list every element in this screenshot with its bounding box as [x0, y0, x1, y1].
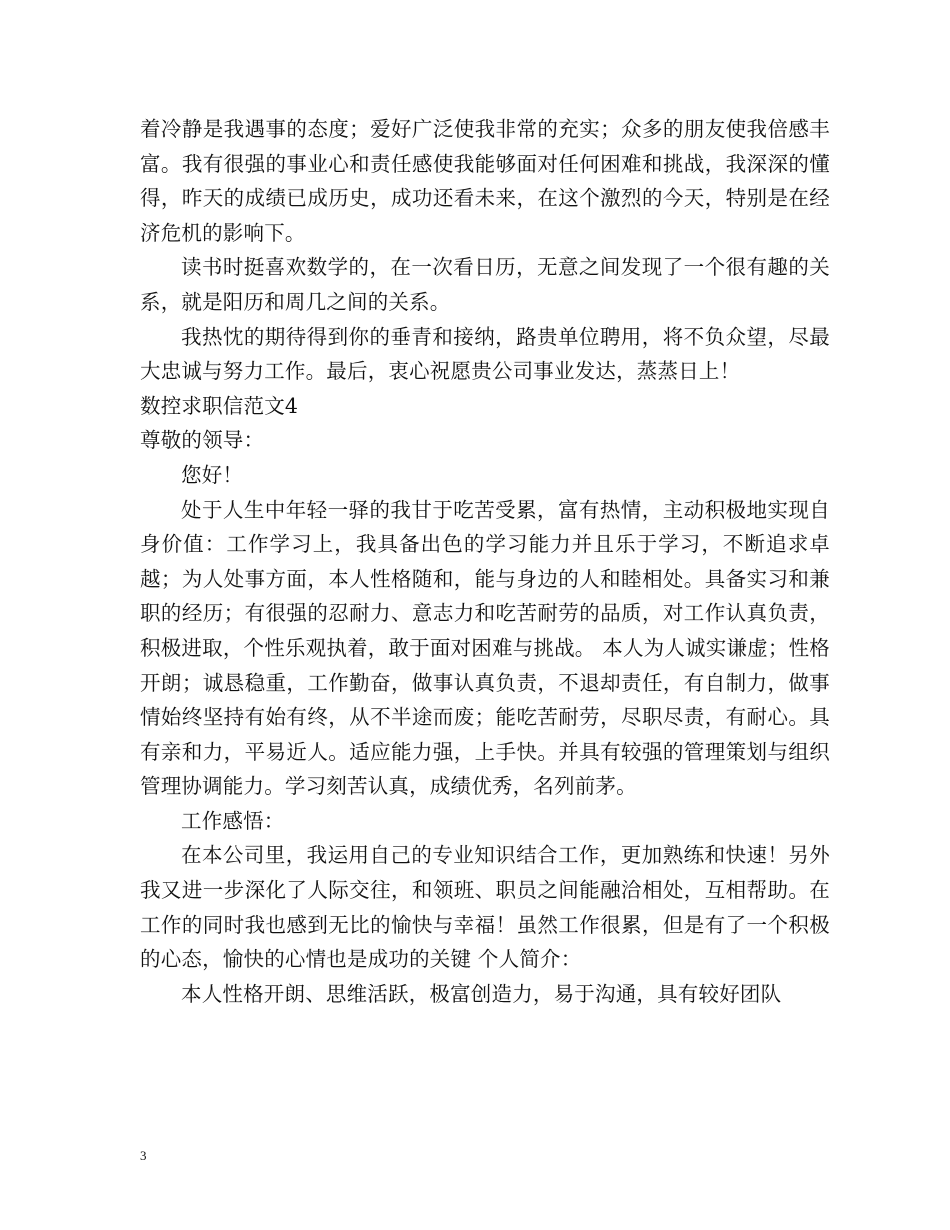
salutation: 尊敬的领导： [140, 428, 265, 453]
paragraph-1: 着冷静是我遇事的态度；爱好广泛使我非常的充实；众多的朋友使我倍感丰富。我有很强的事业心和责任感使我能够面对任何困难和挑战，我深深的懂得，昨天的成绩已成历史，成功还看未来，在这个激烈的今天，特别是在经济危机的影响下。 [140, 117, 830, 245]
page-number: 3 [140, 1148, 147, 1163]
paragraph-work-insight: 在本公司里，我运用自己的专业知识结合工作，更加熟练和快速！另外我又进一步深化了人际交往，和领班、职员之间能融洽相处，互相帮助。在工作的同时我也感到无比的愉快与幸福！虽然工作很累，但是有了一个积极的心态，愉快的心情也是成功的关键 个人简介： [140, 843, 830, 972]
work-insight-heading: 工作感悟： [181, 808, 285, 833]
paragraph-2: 读书时挺喜欢数学的，在一次看日历，无意之间发现了一个很有趣的关系，就是阳历和周几之间的关系。 [140, 255, 830, 314]
section-heading: 数控求职信范文4 [140, 393, 299, 418]
paragraph-personality: 本人性格开朗、思维活跃，极富创造力，易于沟通，具有较好团队 [181, 981, 782, 1006]
document-body [140, 112, 830, 1011]
greeting: 您好！ [181, 462, 244, 487]
paragraph-3: 我热忱的期待得到你的垂青和接纳，路贵单位聘用，将不负众望，尽最大忠诚与努力工作。最后，衷心祝愿贵公司事业发达，蒸蒸日上！ [140, 324, 830, 384]
paragraph-self-intro: 处于人生中年轻一驿的我甘于吃苦受累，富有热情，主动积极地实现自身价值：工作学习上，我具备出色的学习能力并且乐于学习，不断追求卓越；为人处事方面，本人性格随和，能与身边的人和睦相处。具备实习和兼职的经历；有很强的忍耐力、意志力和吃苦耐劳的品质，对工作认真负责，积极进取，个性乐观执着，敢于面对困难与挑战。 本人为人诚实谦虚；性格开朗；诚恳稳重，工作勤奋，做事认真负责，不退却责任，有自制力，做事情始终坚持有始有终，从不半途而废；能吃苦耐劳，尽职尽责，有耐心。具有亲和力，平易近人。适应能力强，上手快。并具有较强的管理策划与组织管理协调能力。学习刻苦认真，成绩优秀，名列前茅。 [140, 497, 830, 799]
